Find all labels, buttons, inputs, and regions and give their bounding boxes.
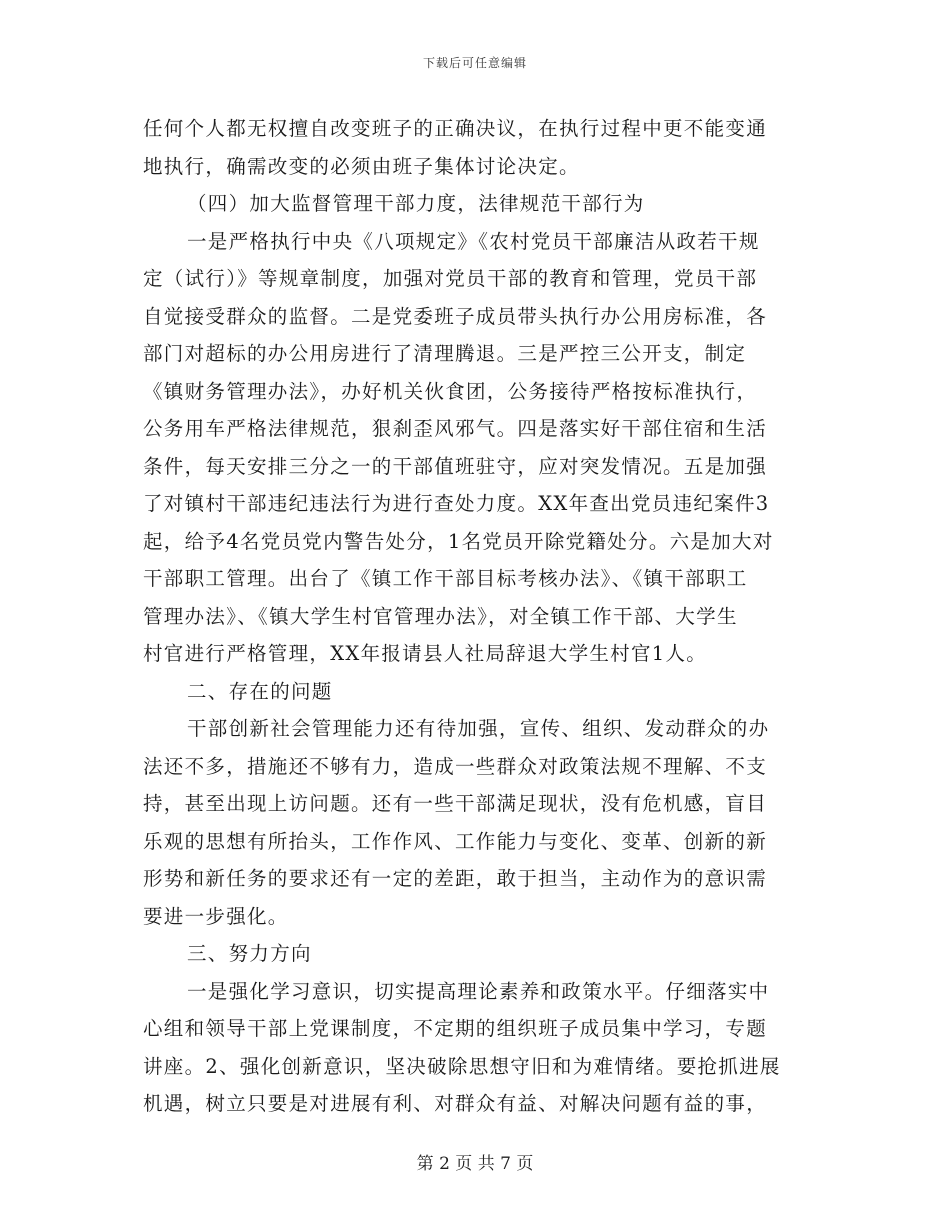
text-line: 讲座。2、强化创新意识，坚决破除思想守旧和为难情绪。要抢抓进展 xyxy=(143,1054,781,1078)
text-line: 乐观的思想有所抬头，工作作风、工作能力与变化、变革、创新的新 xyxy=(143,829,768,853)
text-line: 一是强化学习意识，切实提高理论素养和政策水平。仔细落实中 xyxy=(187,979,770,1003)
text-line: 形势和新任务的要求还有一定的差距，敢于担当，主动作为的意识需 xyxy=(143,867,768,890)
page-number: 第 2 页 共 7 页 xyxy=(416,1154,534,1174)
text-line: 机遇，树立只要是对进展有利、对群众有益、对解决问题有益的事， xyxy=(143,1092,768,1115)
section-heading: 二、存在的问题 xyxy=(187,679,333,703)
text-line: 一是严格执行中央《八项规定》《农村党员干部廉洁从政若干规 xyxy=(187,229,760,253)
page-header: 下载后可任意编辑 xyxy=(422,56,527,70)
text-line: 干部创新社会管理能力还有待加强，宣传、组织、发动群众的办 xyxy=(187,717,770,740)
text-line: 村官进行严格管理，XX年报请县人社局辞退大学生村官1人。 xyxy=(143,642,708,665)
text-line: 干部职工管理。出台了《镇工作干部目标考核办法》、《镇干部职工 xyxy=(143,567,748,590)
text-line: 管理办法》、《镇大学生村官管理办法》，对全镇工作干部、大学生 xyxy=(143,604,738,628)
text-line: 公务用车严格法律规范，狠刹歪风邪气。四是落实好干部住宿和生活 xyxy=(143,417,768,440)
body-text xyxy=(143,110,808,1123)
text-line: 心组和领导干部上党课制度，不定期的组织班子成员集中学习，专题 xyxy=(143,1017,768,1040)
text-line: 了对镇村干部违纪违法行为进行查处力度。XX年查出党员违纪案件3 xyxy=(143,492,770,515)
text-line: 《镇财务管理办法》，办好机关伙食团，公务接待严格按标准执行， xyxy=(143,379,758,403)
text-line: 要进一步强化。 xyxy=(143,904,289,928)
section-heading: 三、努力方向 xyxy=(187,942,312,965)
section-heading: （四）加大监督管理干部力度，法律规范干部行为 xyxy=(187,192,645,215)
text-line: 自觉接受群众的监督。二是党委班子成员带头执行办公用房标准，各 xyxy=(143,304,768,328)
text-line: 法还不多，措施还不够有力，造成一些群众对政策法规不理解、不支 xyxy=(143,754,768,778)
text-line: 起，给予4名党员党内警告处分，1名党员开除党籍处分。六是加大对 xyxy=(143,529,774,553)
text-line: 地执行，确需改变的必须由班子集体讨论决定。 xyxy=(143,154,580,178)
text-line: 定（试行）》等规章制度，加强对党员干部的教育和管理，党员干部 xyxy=(143,267,758,290)
text-line: 持，甚至出现上访问题。还有一些干部满足现状，没有危机感，盲目 xyxy=(143,792,768,815)
text-line: 任何个人都无权擅自改变班子的正确决议，在执行过程中更不能变通 xyxy=(143,117,768,140)
text-line: 部门对超标的办公用房进行了清理腾退。三是严控三公开支，制定 xyxy=(143,342,747,365)
text-line: 条件，每天安排三分之一的干部值班驻守，应对突发情况。五是加强 xyxy=(143,454,768,478)
